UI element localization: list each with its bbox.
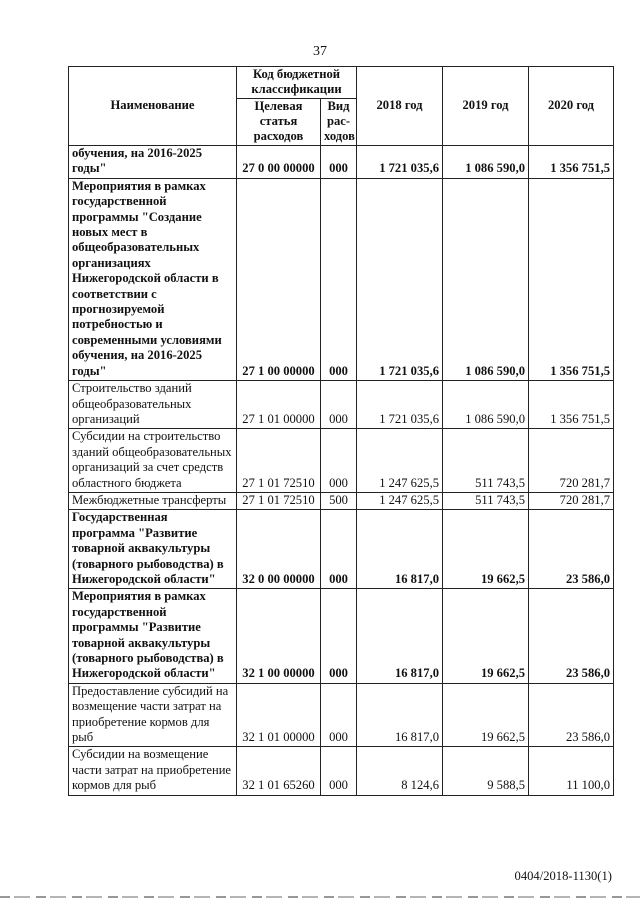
header-2019: 2019 год (443, 67, 529, 146)
header-name: Наименование (69, 67, 237, 146)
expense-type-cell: 000 (321, 429, 357, 493)
value-2020-cell: 720 281,7 (529, 429, 614, 493)
table-row (69, 429, 614, 493)
target-article-cell: 32 0 00 00000 (237, 510, 321, 589)
expense-type-cell: 000 (321, 178, 357, 380)
target-article-cell: 27 1 01 72510 (237, 492, 321, 509)
value-2018-cell: 16 817,0 (357, 589, 443, 683)
target-article-cell: 32 1 01 65260 (237, 747, 321, 795)
expense-type-cell: 000 (321, 589, 357, 683)
table-row (69, 146, 614, 179)
header-2018: 2018 год (357, 67, 443, 146)
expense-type-cell: 500 (321, 492, 357, 509)
value-2018-cell: 8 124,6 (357, 747, 443, 795)
value-2019-cell: 511 743,5 (443, 429, 529, 493)
value-2019-cell: 9 588,5 (443, 747, 529, 795)
row-name-cell: Строительство зданий общеобразовательных организаций (69, 381, 237, 429)
row-name-cell: Предоставление субсидий на возмещение части затрат на приобретение кормов для рыб (69, 683, 237, 747)
expense-type-cell: 000 (321, 146, 357, 179)
value-2018-cell: 1 721 035,6 (357, 146, 443, 179)
header-target-article: Целевая статья расходов (237, 99, 321, 146)
table-row (69, 492, 614, 509)
table-row (69, 510, 614, 589)
expense-type-cell: 000 (321, 381, 357, 429)
target-article-cell: 27 1 01 72510 (237, 429, 321, 493)
table-row (69, 747, 614, 795)
value-2020-cell: 1 356 751,5 (529, 178, 614, 380)
value-2018-cell: 16 817,0 (357, 683, 443, 747)
expense-type-cell: 000 (321, 510, 357, 589)
value-2018-cell: 16 817,0 (357, 510, 443, 589)
budget-table (68, 66, 614, 796)
value-2018-cell: 1 247 625,5 (357, 492, 443, 509)
scan-artifact-line (0, 896, 640, 898)
value-2019-cell: 1 086 590,0 (443, 178, 529, 380)
value-2020-cell: 23 586,0 (529, 683, 614, 747)
header-budget-code: Код бюджетной классификации (237, 67, 357, 99)
value-2018-cell: 1 247 625,5 (357, 429, 443, 493)
value-2019-cell: 19 662,5 (443, 510, 529, 589)
page-number: 37 (313, 44, 327, 59)
row-name-cell: Мероприятия в рамках государственной программы "Создание новых мест в общеобразовательных организациях Нижегородской области в соответствии с прогнозируемой потребностью и современными условиями обучения, на 2016-2025 годы" (69, 178, 237, 380)
value-2019-cell: 511 743,5 (443, 492, 529, 509)
row-name-cell: Межбюджетные трансферты (69, 492, 237, 509)
value-2020-cell: 23 586,0 (529, 589, 614, 683)
target-article-cell: 27 1 00 00000 (237, 178, 321, 380)
table-row (69, 683, 614, 747)
header-2020: 2020 год (529, 67, 614, 146)
value-2019-cell: 1 086 590,0 (443, 146, 529, 179)
row-name-cell: Государственная программа "Развитие товарной аквакультуры (товарного рыбоводства) в Нижегородской области" (69, 510, 237, 589)
target-article-cell: 27 1 01 00000 (237, 381, 321, 429)
value-2020-cell: 1 356 751,5 (529, 146, 614, 179)
row-name-cell: Субсидии на строительство зданий общеобразовательных организаций за счет средств областного бюджета (69, 429, 237, 493)
target-article-cell: 32 1 00 00000 (237, 589, 321, 683)
target-article-cell: 32 1 01 00000 (237, 683, 321, 747)
expense-type-cell: 000 (321, 747, 357, 795)
value-2018-cell: 1 721 035,6 (357, 381, 443, 429)
target-article-cell: 27 0 00 00000 (237, 146, 321, 179)
document-code: 0404/2018-1130(1) (514, 869, 612, 883)
value-2019-cell: 19 662,5 (443, 589, 529, 683)
value-2019-cell: 1 086 590,0 (443, 381, 529, 429)
table-row (69, 589, 614, 683)
value-2019-cell: 19 662,5 (443, 683, 529, 747)
value-2020-cell: 11 100,0 (529, 747, 614, 795)
row-name-cell: Мероприятия в рамках государственной программы "Развитие товарной аквакультуры (товарного рыбоводства) в Нижегородской области" (69, 589, 237, 683)
table-row (69, 381, 614, 429)
value-2020-cell: 720 281,7 (529, 492, 614, 509)
header-expense-type: Вид рас-ходов (321, 99, 357, 146)
value-2020-cell: 1 356 751,5 (529, 381, 614, 429)
expense-type-cell: 000 (321, 683, 357, 747)
value-2020-cell: 23 586,0 (529, 510, 614, 589)
row-name-cell: Субсидии на возмещение части затрат на приобретение кормов для рыб (69, 747, 237, 795)
value-2018-cell: 1 721 035,6 (357, 178, 443, 380)
row-name-cell: обучения, на 2016-2025 годы" (69, 146, 237, 179)
table-row (69, 178, 614, 380)
